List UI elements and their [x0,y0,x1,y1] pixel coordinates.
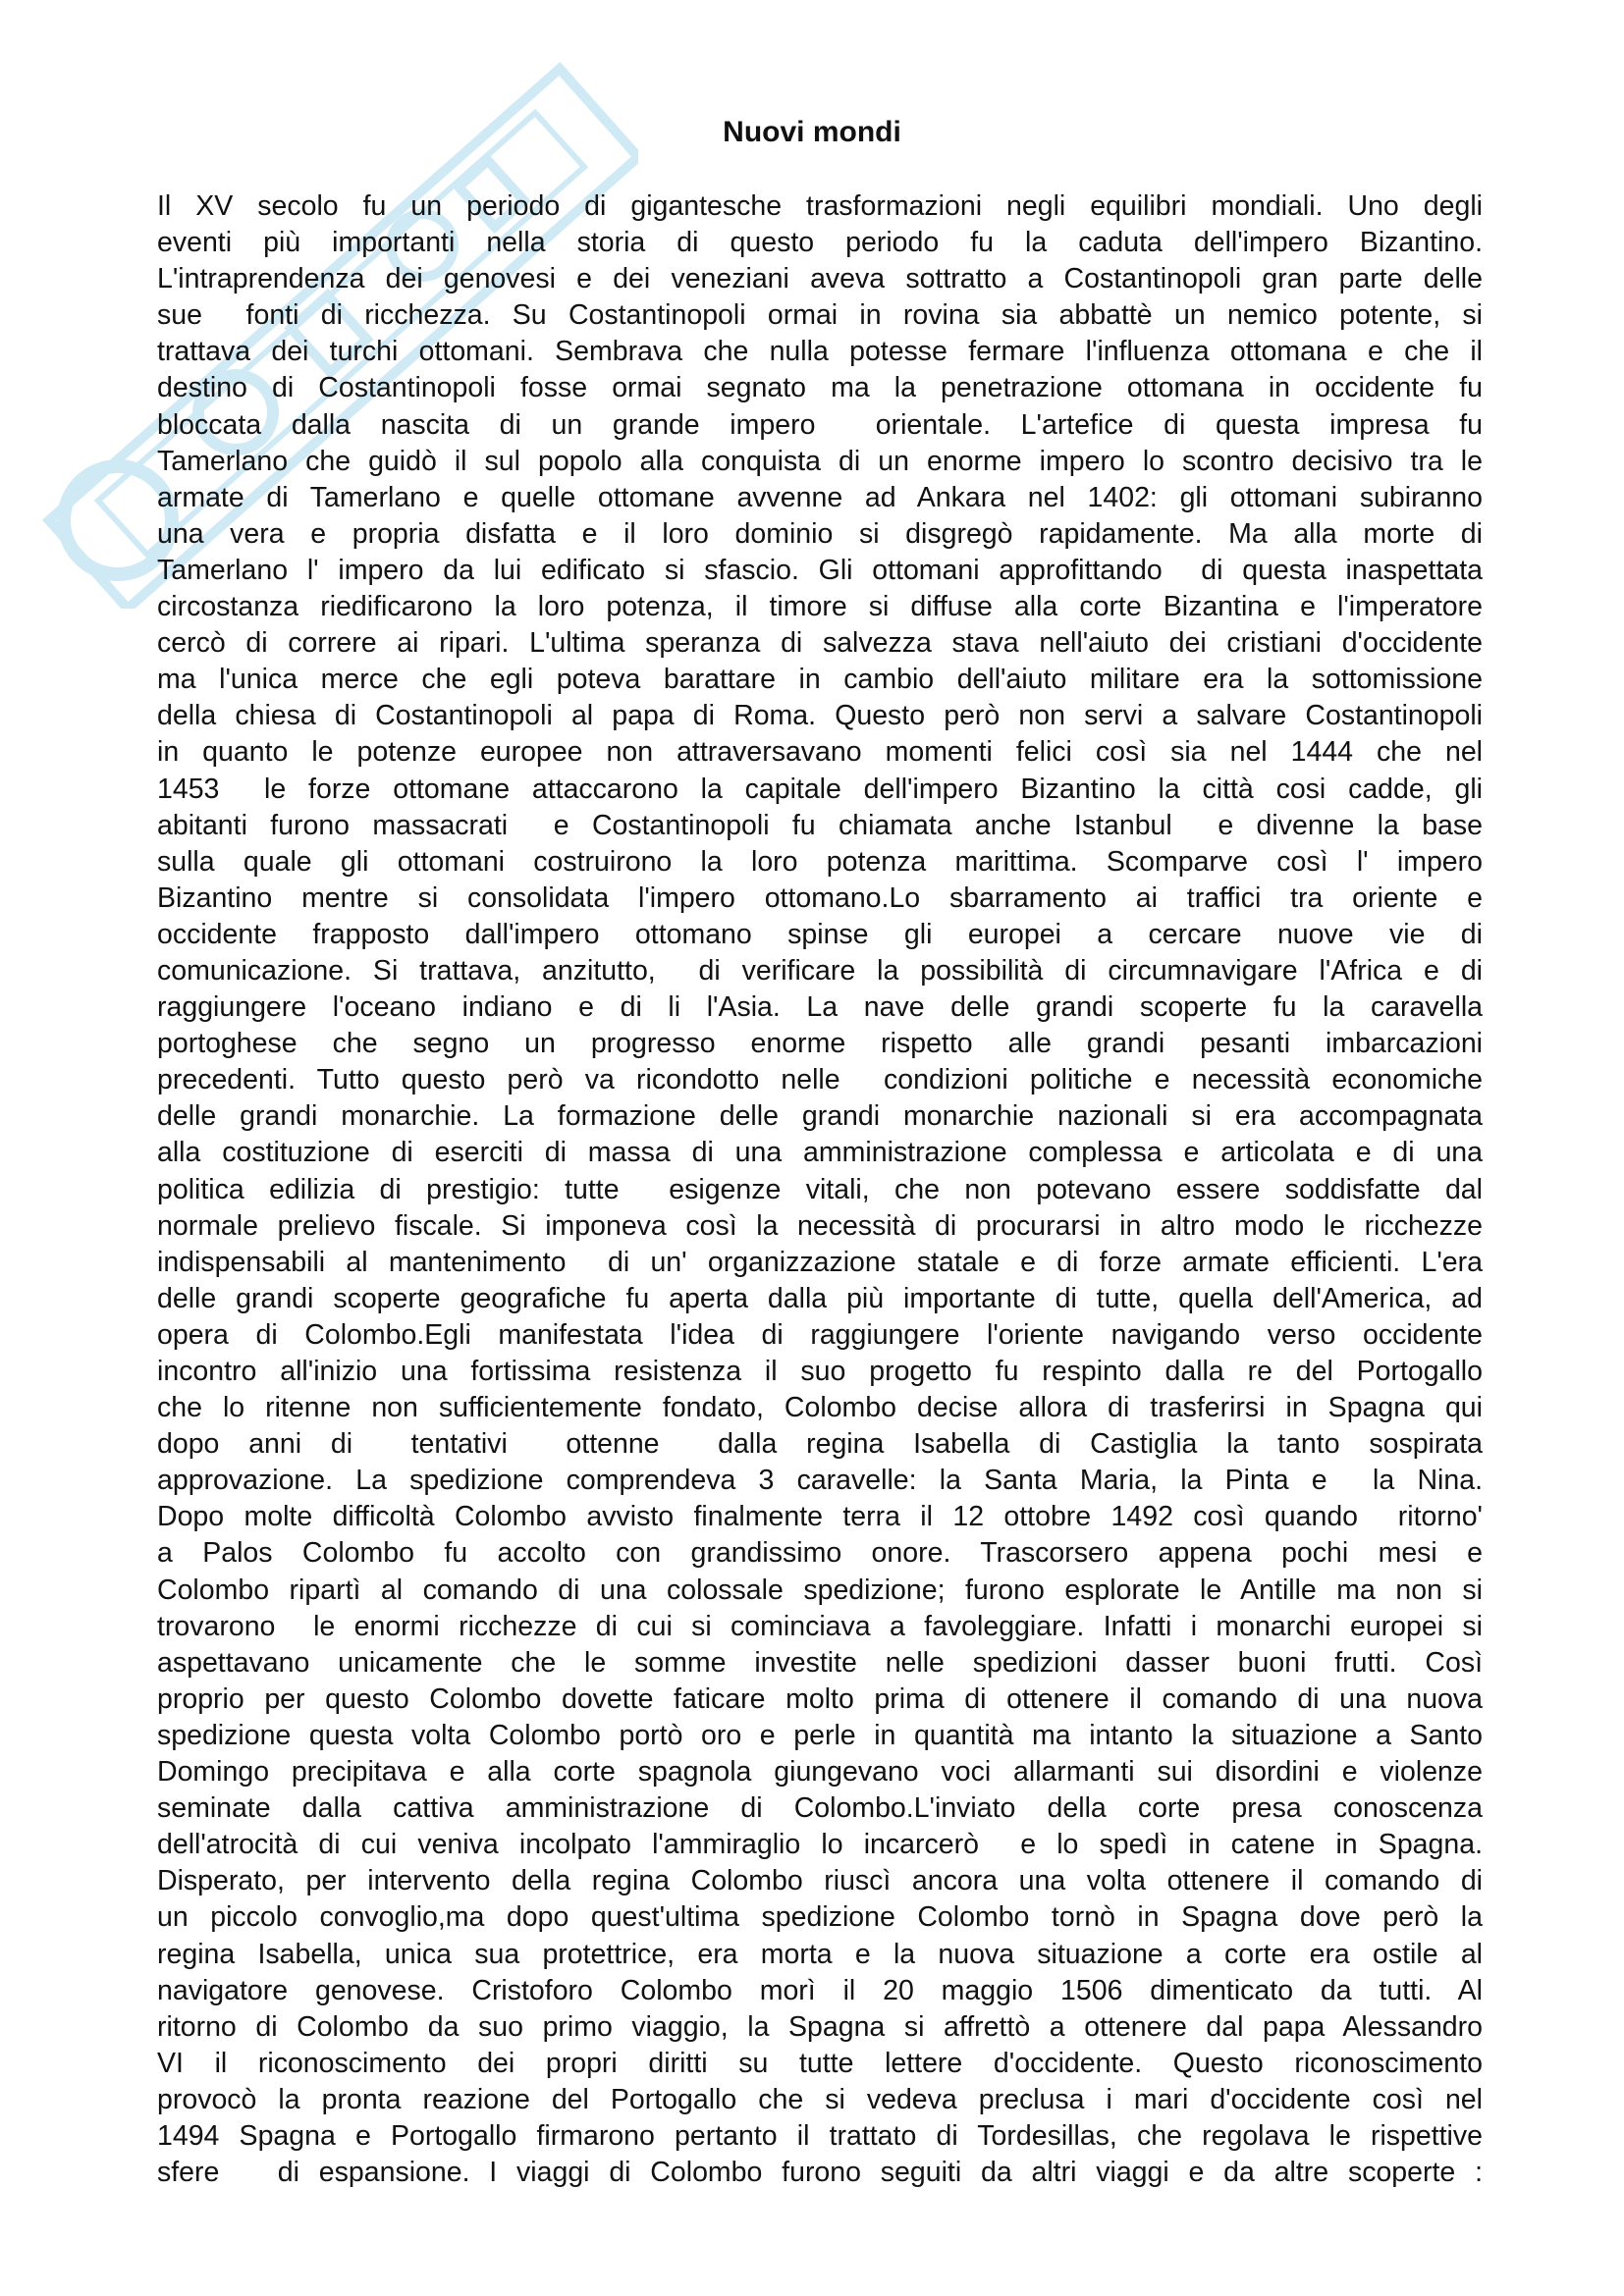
text-line: 1453 le forze ottomane attaccarono la capitale dell'impero Bizantino la città cosi cadde, gli [157,773,1483,805]
text-line: portoghese che segno un progresso enorme rispetto alle grandi pesanti imbarcazioni [157,1028,1483,1060]
text-line: a Palos Colombo fu accolto con grandissimo onore. Trascorsero appena pochi mesi e [157,1537,1483,1570]
text-line: eventi più importanti nella storia di questo periodo fu la caduta dell'impero Bizantino. [157,227,1483,259]
text-line: una vera e propria disfatta e il loro dominio si disgregò rapidamente. Ma alla morte di [157,517,1483,550]
text-line: Domingo precipitava e alla corte spagnola giungevano voci allarmanti sui disordini e violenze [157,1756,1483,1789]
text-line: Disperato, per intervento della regina Colombo riuscì ancora una volta ottenere il comando di [157,1865,1483,1897]
text-line: destino di Costantinopoli fosse ormai segnato ma la penetrazione ottomana in occidente fu [157,372,1483,404]
document-title: Nuovi mondi [723,116,901,148]
text-line: L'intraprendenza dei genovesi e dei veneziani aveva sottratto a Costantinopoli gran parte delle [157,263,1483,295]
text-line: sfere di espansione. I viaggi di Colombo furono seguiti da altri viaggi e da altre scoperte : [157,2157,1483,2189]
text-line: Tamerlano l' impero da lui edificato si sfascio. Gli ottomani approfittando di questa inaspettata [157,554,1483,586]
text-line: sulla quale gli ottomani costruirono la loro potenza marittima. Scomparve così l' impero [157,845,1483,878]
text-line: della chiesa di Costantinopoli al papa di Roma. Questo però non servi a salvare Costantinopoli [157,700,1483,732]
text-line: 1494 Spagna e Portogallo firmarono pertanto il trattato di Tordesillas, che regolava le rispettive [157,2119,1483,2152]
text-line: bloccata dalla nascita di un grande impero orientale. L'artefice di questa impresa fu [157,408,1483,441]
text-line: dopo anni di tentativi ottenne dalla regina Isabella di Castiglia la tanto sospirata [157,1428,1483,1461]
text-line: delle grandi monarchie. La formazione delle grandi monarchie nazionali si era accompagnata [157,1100,1483,1133]
text-line: provocò la pronta reazione del Portogallo che si vedeva preclusa i mari d'occidente così nel [157,2083,1483,2115]
text-line: Colombo ripartì al comando di una colossale spedizione; furono esplorate le Antille ma non si [157,1574,1483,1606]
text-line: dell'atrocità di cui veniva incolpato l'ammiraglio lo incarcerò e lo spedì in catene in Spagna. [157,1829,1483,1861]
text-line: Bizantino mentre si consolidata l'impero ottomano.Lo sbarramento ai traffici tra oriente e [157,881,1483,914]
text-line: Dopo molte difficoltà Colombo avvisto finalmente terra il 12 ottobre 1492 così quando ritorno' [157,1501,1483,1533]
text-line: aspettavano unicamente che le somme investite nelle spedizioni dasser buoni frutti. Così [157,1646,1483,1679]
text-line: cercò di correre ai ripari. L'ultima speranza di salvezza stava nell'aiuto dei cristiani d'occidente [157,627,1483,660]
text-line: seminate dalla cattiva amministrazione di Colombo.L'inviato della corte presa conoscenza [157,1792,1483,1825]
text-line: indispensabili al mantenimento di un' organizzazione statale e di forze armate efficienti. L'era [157,1246,1483,1278]
text-line: proprio per questo Colombo dovette faticare molto prima di ottenere il comando di una nuova [157,1682,1483,1715]
text-line: alla costituzione di eserciti di massa di una amministrazione complessa e articolata e di una [157,1137,1483,1169]
text-line: raggiungere l'oceano indiano e di li l'Asia. La nave delle grandi scoperte fu la caravella [157,991,1483,1024]
text-line: spedizione questa volta Colombo portò oro e perle in quantità ma intanto la situazione a Santo [157,1719,1483,1751]
text-line: ma l'unica merce che egli poteva barattare in cambio dell'aiuto militare era la sottomissione [157,664,1483,696]
text-line: circostanza riedificarono la loro potenza, il timore si diffuse alla corte Bizantina e l'imperatore [157,591,1483,623]
text-line: occidente frapposto dall'impero ottomano spinse gli europei a cercare nuove vie di [157,918,1483,950]
text-line: trattava dei turchi ottomani. Sembrava che nulla potesse fermare l'influenza ottomana e che il [157,336,1483,368]
text-line: armate di Tamerlano e quelle ottomane avvenne ad Ankara nel 1402: gli ottomani subiranno [157,481,1483,513]
text-line: un piccolo convoglio,ma dopo quest'ultima spedizione Colombo tornò in Spagna dove però la [157,1901,1483,1934]
text-line: incontro all'inizio una fortissima resistenza il suo progetto fu respinto dalla re del Portogallo [157,1356,1483,1387]
text-line: comunicazione. Si trattava, anzitutto, di verificare la possibilità di circumnavigare l'Africa e di [157,954,1483,987]
text-line: regina Isabella, unica sua protettrice, era morta e la nuova situazione a corte era ostile al [157,1938,1483,1970]
text-line: Tamerlano che guidò il sul popolo alla conquista di un enorme impero lo scontro decisivo tra le [157,445,1483,477]
text-line: in quanto le potenze europee non attraversavano momenti felici così sia nel 1444 che nel [157,736,1483,769]
text-line: normale prelievo fiscale. Si imponeva così la necessità di procurarsi in altro modo le ricchezze [157,1209,1483,1242]
text-line: precedenti. Tutto questo però va ricondotto nelle condizioni politiche e necessità economiche [157,1064,1483,1096]
text-line: Il XV secolo fu un periodo di gigantesche trasformazioni negli equilibri mondiali. Uno degli [157,190,1483,222]
text-line: approvazione. La spedizione comprendeva 3 caravelle: la Santa Maria, la Pinta e la Nina. [157,1465,1483,1497]
text-line: opera di Colombo.Egli manifestata l'idea di raggiungere l'oriente navigando verso occidente [157,1318,1483,1351]
text-line: che lo ritenne non sufficientemente fondato, Colombo decise allora di trasferirsi in Spagna qui [157,1392,1483,1424]
text-line: trovarono le enormi ricchezze di cui si cominciava a favoleggiare. Infatti i monarchi europei si [157,1610,1483,1642]
text-line: sue fonti di ricchezza. Su Costantinopoli ormai in rovina sia abbattè un nemico potente, si [157,299,1483,332]
text-line: abitanti furono massacrati e Costantinopoli fu chiamata anche Istanbul e divenne la base [157,809,1483,841]
text-line: navigatore genovese. Cristoforo Colombo morì il 20 maggio 1506 dimenticato da tutti. Al [157,1974,1483,2006]
document-body [157,188,1483,2191]
text-line: VI il riconoscimento dei propri diritti su tutte lettere d'occidente. Questo riconoscimento [157,2047,1483,2079]
text-line: delle grandi scoperte geografiche fu aperta dalla più importante di tutte, quella dell'America, ad [157,1282,1483,1314]
text-line: politica edilizia di prestigio: tutte esigenze vitali, che non potevano essere soddisfatte dal [157,1173,1483,1205]
text-line: ritorno di Colombo da suo primo viaggio, la Spagna si affrettò a ottenere dal papa Alessandro [157,2010,1483,2043]
